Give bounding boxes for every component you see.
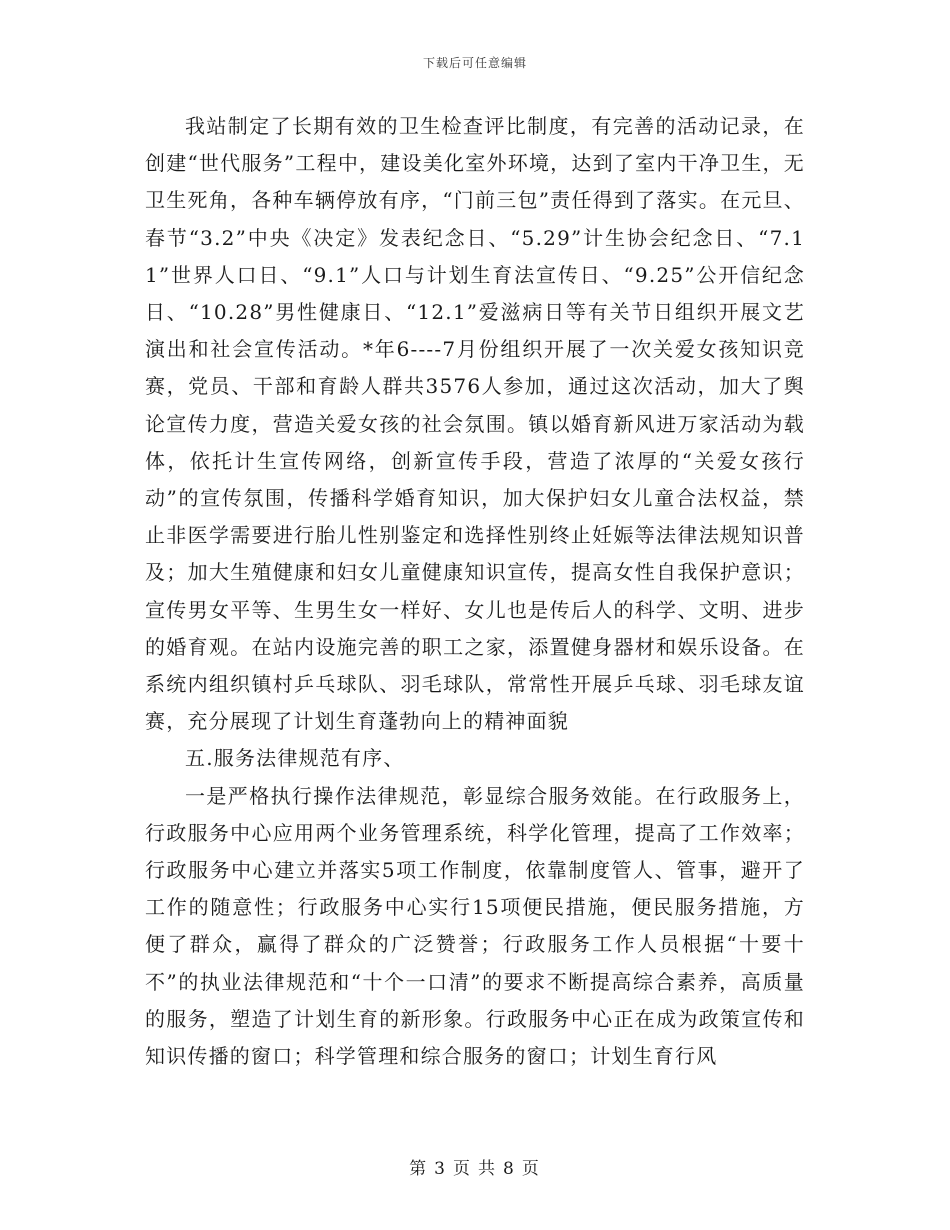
footer-total-pages: 8	[503, 1159, 516, 1179]
page-header-note: 下载后可任意编辑	[422, 56, 527, 70]
body-paragraph-1: 我站制定了长期有效的卫生检查评比制度，有完善的活动记录，在创建“世代服务”工程中，建设美化室外环境，达到了室内干净卫生，无卫生死角，各种车辆停放有序，“门前三包”责任得到了落实。在元旦、春节“3.2”中央《决定》发表纪念日、“5.29”计生协会纪念日、“7.11”世界人口日、“9.1”人口与计划生育法宣传日、“9.25”公开信纪念日、“10.28”男性健康日、“12.1”爱滋病日等有关节日组织开展文艺演出和社会宣传活动。*年6----7月份组织开展了一次关爱女孩知识竞赛，党员、干部和育龄人群共3576人参加，通过这次活动，加大了舆论宣传力度，营造关爱女孩的社会氛围。镇以婚育新风进万家活动为载体，依托计生宣传网络，创新宣传手段，营造了浓厚的“关爱女孩行动”的宣传氛围，传播科学婚育知识，加大保护妇女儿童合法权益，禁止非医学需要进行胎儿性别鉴定和选择性别终止妊娠等法律法规知识普及；加大生殖健康和妇女儿童健康知识宣传，提高女性自我保护意识；宣传男女平等、生男生女一样好、女儿也是传后人的科学、文明、进步的婚育观。在站内设施完善的职工之家，添置健身器材和娱乐设备。在系统内组织镇村乒乓球队、羽毛球队，常常性开展乒乓球、羽毛球友谊赛，充分展现了计划生育蓬勃向上的精神面貌	[145, 114, 805, 734]
footer-suffix: 页	[521, 1159, 541, 1179]
footer-prefix: 第	[409, 1159, 429, 1179]
body-paragraph-2: 一是严格执行操作法律规范，彰显综合服务效能。在行政服务上，行政服务中心应用两个业务管理系统，科学化管理，提高了工作效率；行政服务中心建立并落实5项工作制度，依靠制度管人、管事，避开了工作的随意性；行政服务中心实行15项便民措施，便民服务措施，方便了群众，赢得了群众的广泛赞誉；行政服务工作人员根据“十要十不”的执业法律规范和“十个一口清”的要求不断提高综合素养，高质量的服务，塑造了计划生育的新形象。行政服务中心正在成为政策宣传和知识传播的窗口；科学管理和综合服务的窗口；计划生育行风	[145, 783, 805, 1069]
footer-current-page: 3	[434, 1159, 447, 1179]
document-body	[145, 108, 805, 1075]
footer-total-word: 共	[478, 1159, 497, 1179]
footer-page-word: 页	[453, 1159, 472, 1179]
page-number-footer	[0, 1154, 950, 1179]
section-heading-5: 五.服务法律规范有序、	[185, 746, 405, 771]
